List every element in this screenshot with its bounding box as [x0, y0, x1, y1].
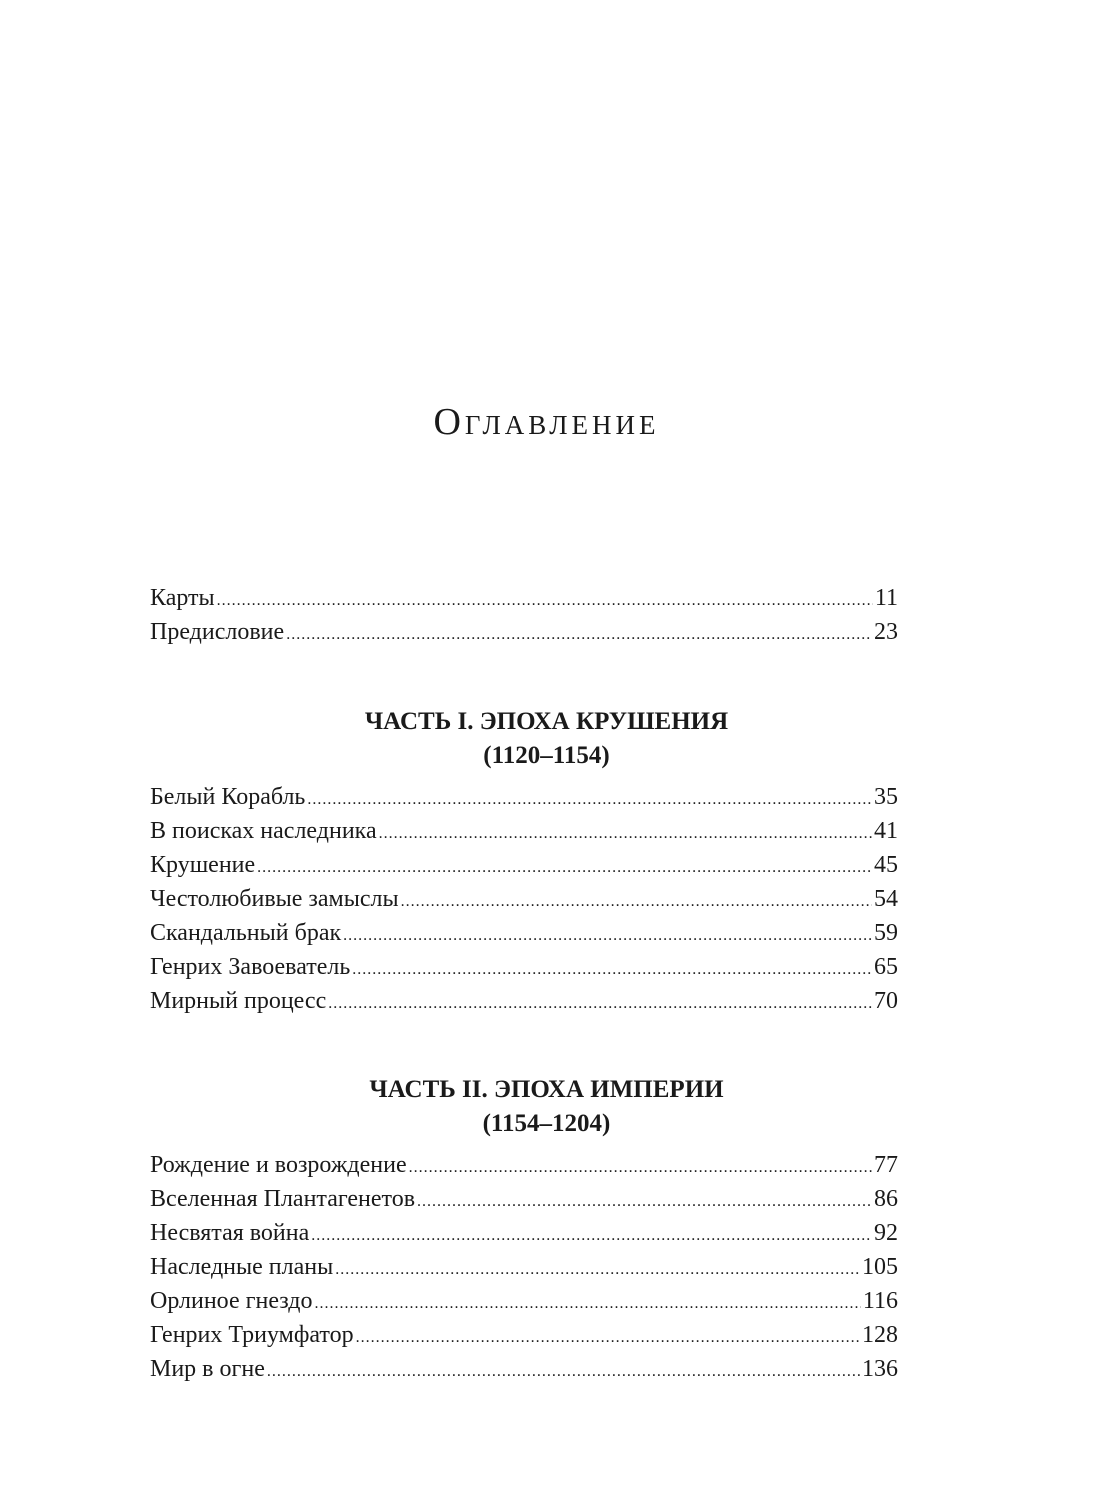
toc-entry-page: 105: [862, 1254, 898, 1280]
dot-leader: [286, 618, 872, 652]
toc-entry-page: 65: [874, 954, 898, 980]
dot-leader: [257, 851, 872, 885]
dot-leader: [356, 1321, 860, 1355]
toc-intro-list: [150, 581, 898, 649]
toc-entry[interactable]: [150, 1216, 898, 1250]
toc-entry-label: Вселенная Плантагенетов: [150, 1186, 416, 1212]
toc-entry[interactable]: [150, 814, 898, 848]
toc-entry[interactable]: [150, 848, 898, 882]
toc-entry[interactable]: [150, 916, 898, 950]
part-heading: [0, 1073, 1093, 1141]
toc-entry[interactable]: [150, 1284, 898, 1318]
toc-entry[interactable]: [150, 780, 898, 814]
toc-entry-page: 41: [874, 818, 898, 844]
toc-entry-label: Честолюбивые замыслы: [150, 886, 399, 912]
dot-leader: [328, 987, 872, 1021]
toc-entry[interactable]: [150, 1250, 898, 1284]
toc-entry-page: 11: [874, 585, 898, 611]
dot-leader: [417, 1185, 872, 1219]
toc-entry-label: Мирный процесс: [150, 988, 327, 1014]
dot-leader: [409, 1151, 872, 1185]
toc-entry-page: 45: [874, 852, 898, 878]
part-years: (1154–1204): [482, 1110, 611, 1137]
toc-entry-page: 136: [862, 1356, 898, 1382]
toc-entry-page: 86: [874, 1186, 898, 1212]
toc-entry-page: 70: [874, 988, 898, 1014]
toc-entry-page: 59: [874, 920, 898, 946]
toc-entry-label: Генрих Триумфатор: [150, 1322, 354, 1348]
part-title: ЧАСТЬ II. ЭПОХА ИМПЕРИИ: [369, 1076, 724, 1103]
toc-entry[interactable]: [150, 1182, 898, 1216]
toc-entry-label: Крушение: [150, 852, 256, 878]
toc-entry-label: Рождение и возрождение: [150, 1152, 407, 1178]
toc-entry-page: 54: [874, 886, 898, 912]
dot-leader: [335, 1253, 860, 1287]
toc-entry[interactable]: [150, 882, 898, 916]
toc-entry-label: Предисловие: [150, 619, 285, 645]
toc-entry-label: Орлиное гнездо: [150, 1288, 313, 1314]
toc-entry-label: В поисках наследника: [150, 818, 377, 844]
toc-entry-page: 128: [862, 1322, 898, 1348]
toc-entry-page: 116: [862, 1288, 898, 1314]
toc-entry-page: 92: [874, 1220, 898, 1246]
part-years: (1120–1154): [483, 742, 610, 769]
dot-leader: [352, 953, 872, 987]
toc-entry-page: 35: [874, 784, 898, 810]
dot-leader: [217, 584, 873, 618]
part-title: ЧАСТЬ I. ЭПОХА КРУШЕНИЯ: [364, 708, 729, 735]
dot-leader: [311, 1219, 872, 1253]
dot-leader: [307, 783, 872, 817]
dot-leader: [267, 1355, 860, 1389]
toc-entry-label: Наследные планы: [150, 1254, 334, 1280]
toc-entry[interactable]: [150, 984, 898, 1018]
toc-part-list: [150, 1148, 898, 1386]
toc-entry[interactable]: [150, 1352, 898, 1386]
toc-entry-label: Мир в огне: [150, 1356, 265, 1382]
toc-entry[interactable]: [150, 1148, 898, 1182]
toc-entry[interactable]: [150, 581, 898, 615]
toc-entry[interactable]: [150, 1318, 898, 1352]
dot-leader: [315, 1287, 861, 1321]
dot-leader: [379, 817, 872, 851]
dot-leader: [343, 919, 872, 953]
toc-entry-label: Генрих Завоеватель: [150, 954, 351, 980]
dot-leader: [401, 885, 872, 919]
toc-entry-label: Несвятая война: [150, 1220, 310, 1246]
toc-entry[interactable]: [150, 950, 898, 984]
toc-entry-label: Скандальный брак: [150, 920, 342, 946]
part-heading: [0, 705, 1093, 773]
toc-entry-page: 77: [874, 1152, 898, 1178]
toc-entry[interactable]: [150, 615, 898, 649]
toc-entry-label: Белый Корабль: [150, 784, 306, 810]
page-title: Оглавление: [433, 401, 660, 443]
toc-entry-label: Карты: [150, 585, 215, 611]
toc-part-list: [150, 780, 898, 1018]
toc-entry-page: 23: [874, 619, 898, 645]
